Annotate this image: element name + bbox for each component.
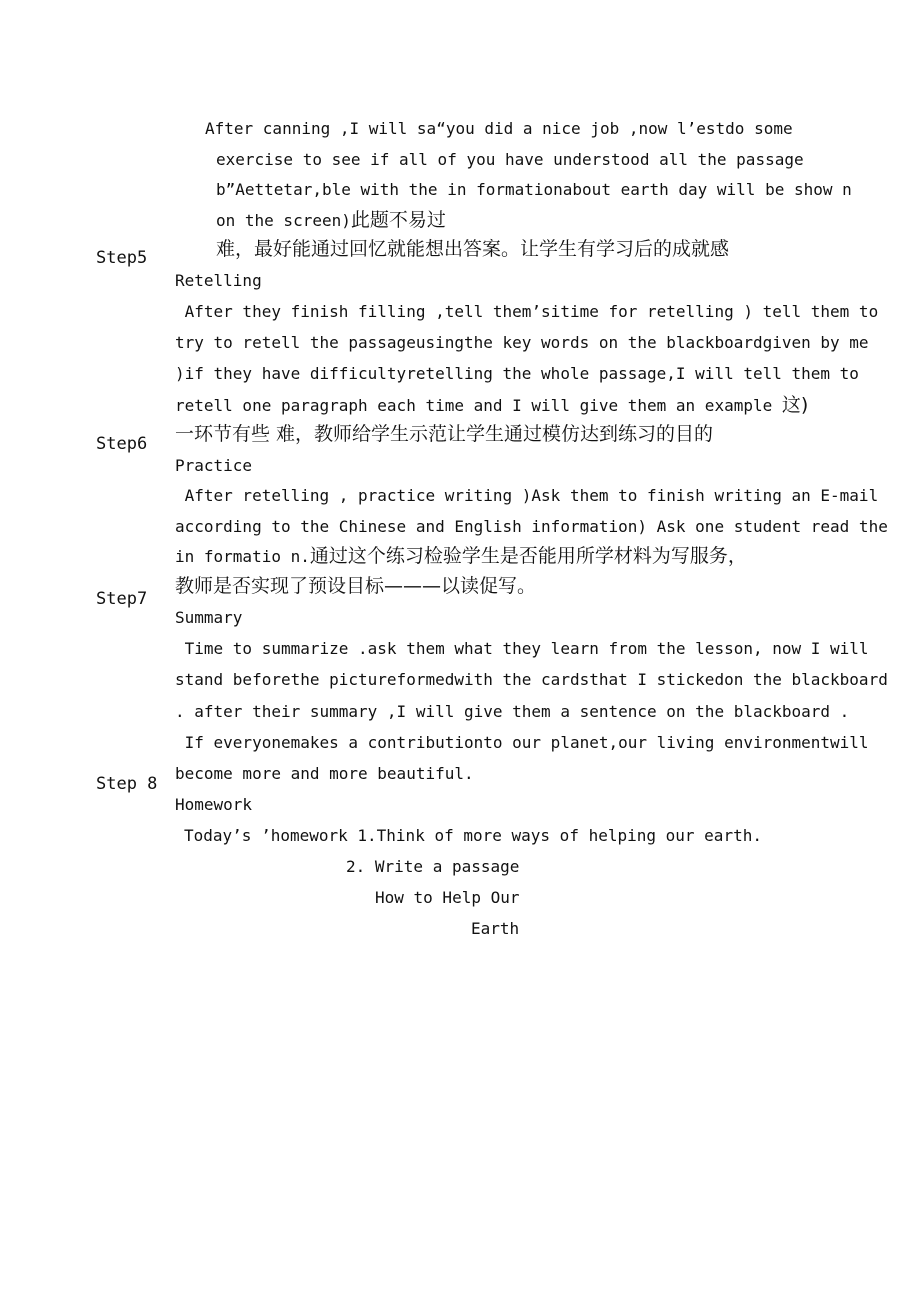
retelling-line-5: 一环节有些 难，教师给学生示范让学生通过模仿达到练习的目的 [175, 423, 714, 445]
retelling-line-4-en: retell one paragraph each time and I will give them an example [175, 396, 782, 415]
intro-line-2: exercise to see if all of you have understood all the passage [216, 150, 804, 169]
retelling-heading: Retelling [175, 271, 262, 290]
homework-line-1: Today’s ’homework 1.Think of more ways of helping our earth. [184, 826, 762, 845]
retelling-line-1: After they finish filling ,tell them’sitime for retelling ) tell them to [175, 302, 879, 321]
retelling-line-2: try to retell the passageusingthe key words on the blackboardgiven by me [175, 333, 869, 352]
practice-line-3-cn: 通过这个练习检验学生是否能用所学材料为写服务， [309, 545, 747, 567]
summary-line-4: If everyonemakes a contributionto our planet,our living environmentwill [175, 733, 869, 752]
step6-label: Step6 [96, 434, 148, 454]
intro-line-4-en: on the screen) [216, 211, 351, 230]
step8-label: Step 8 [96, 774, 158, 794]
summary-line-1: Time to summarize .ask them what they learn from the lesson, now I will [175, 639, 869, 658]
step5-label: Step5 [96, 248, 148, 268]
summary-line-3: . after their summary ,I will give them a sentence on the blackboard . [175, 702, 850, 721]
homework-heading: Homework [175, 795, 253, 814]
summary-line-5: become more and more beautiful. [175, 764, 474, 783]
step7-label: Step7 [96, 589, 148, 609]
practice-line-3 [175, 545, 747, 568]
intro-line-1: After canning ,I will sa“you did a nice job ,now l’estdo some [205, 119, 793, 138]
homework-line-2: 2. Write a passage [346, 857, 520, 876]
intro-line-4-cn: 此题不易过 [350, 209, 446, 231]
summary-heading: Summary [175, 608, 243, 627]
practice-line-2: according to the Chinese and English information) Ask one student read the [175, 517, 888, 536]
retelling-line-4-cn: 这) [781, 394, 809, 416]
homework-line-3: How to Help Our [375, 888, 520, 907]
practice-line-4: 教师是否实现了预设目标———以读促写。 [175, 575, 537, 597]
practice-line-1: After retelling , practice writing )Ask them to finish writing an E-mail [175, 486, 879, 505]
homework-line-4: Earth [471, 919, 520, 938]
intro-line-3: b”Aettetar,ble with the in formationabout earth day will be show n [216, 180, 852, 199]
retelling-line-3: )if they have difficultyretelling the whole passage,I will tell them to [175, 364, 859, 383]
practice-heading: Practice [175, 456, 253, 475]
summary-line-2: stand beforethe pictureformedwith the cardsthat I stickedon the blackboard [175, 670, 888, 689]
intro-line-4 [216, 209, 446, 232]
retelling-line-4 [175, 394, 808, 417]
practice-line-3-en: in formatio n. [175, 547, 310, 566]
intro-line-5: 难，最好能通过回忆就能想出答案。让学生有学习后的成就感 [216, 238, 730, 260]
